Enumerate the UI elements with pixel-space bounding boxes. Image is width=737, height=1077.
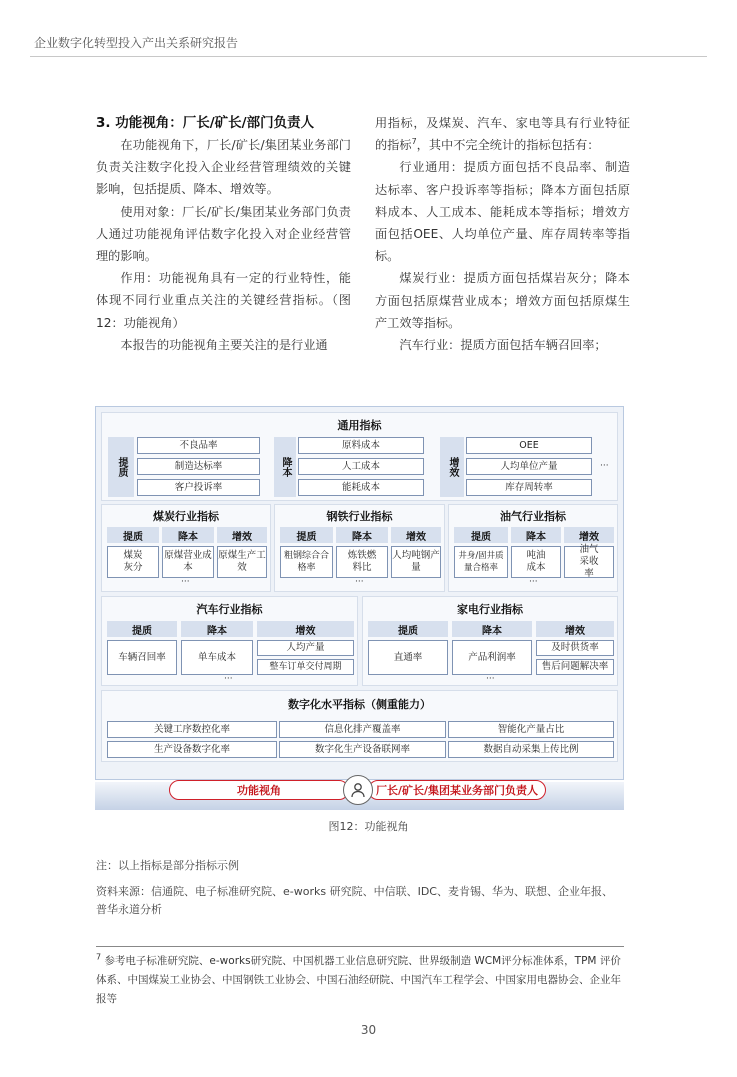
indicator-box: 直通率: [368, 640, 448, 675]
indicator-box: 井身/固井质量合格率: [454, 546, 508, 578]
section-heading: 3. 功能视角：厂长/矿长/部门负责人: [96, 115, 315, 131]
indicator-box: 粗钢综合合格率: [280, 546, 333, 578]
indicator-box: 产品利润率: [452, 640, 532, 675]
ellipsis: ···: [600, 461, 609, 471]
indicator-box: 能耗成本: [298, 479, 424, 496]
general-indicators-section: [101, 412, 618, 501]
section-title: 油气行业指标: [500, 510, 566, 523]
text-span: 用指标，及煤炭、汽车、家电等具有行业特征的指标: [375, 116, 630, 153]
header-cell: 增效: [217, 527, 267, 543]
indicator-box: 智能化产量占比: [448, 721, 614, 738]
footnote-ref[interactable]: 7: [411, 137, 417, 147]
paragraph: 在功能视角下，厂长/矿长/集团某业务部门负责关注数字化投入企业经营管理绩效的关键影响，包括提质、降本、增效等。: [96, 138, 351, 197]
paragraph: 本报告的功能视角主要关注的是行业通: [120, 337, 328, 352]
header-cell: 提质: [454, 527, 508, 543]
header-cell: 增效: [564, 527, 614, 543]
ellipsis: ···: [355, 577, 364, 587]
header-cell: 提质: [107, 621, 177, 637]
ellipsis: ···: [529, 577, 538, 587]
source-note: 资料来源：信通院、电子标准研究院、e-works 研究院、中信联、IDC、麦肯锡、华为、联想、企业年报、普华永道分析: [96, 885, 613, 916]
indicator-box: 制造达标率: [137, 458, 260, 475]
section-title: 数字化水平指标（侧重能力）: [288, 698, 431, 711]
indicator-box: 车辆召回率: [107, 640, 177, 675]
oil-indicators-section: [448, 504, 618, 592]
text-span: ，其中不完全统计的指标包括有：: [416, 138, 600, 153]
header-cell: 提质: [368, 621, 448, 637]
indicator-box: 人均吨钢产量: [391, 546, 441, 578]
header-cell: 降本: [162, 527, 214, 543]
section-title: 煤炭行业指标: [153, 510, 219, 523]
cost-label: 降本: [274, 437, 296, 497]
header-cell: 降本: [511, 527, 561, 543]
indicator-box: 及时供货率: [536, 640, 614, 656]
indicator-box: 原料成本: [298, 437, 424, 454]
indicator-box: 油气采收率: [564, 546, 614, 578]
efficiency-label: 增效: [440, 437, 464, 497]
indicator-box: 客户投诉率: [137, 479, 260, 496]
footnote-rule: [96, 946, 624, 947]
indicator-box: 信息化排产覆盖率: [279, 721, 446, 738]
section-title: 通用指标: [337, 419, 382, 432]
indicator-box: 生产设备数字化率: [107, 741, 277, 758]
indicator-box: 单车成本: [181, 640, 253, 675]
indicator-box: 原煤生产工效: [217, 546, 267, 578]
header-cell: 降本: [336, 527, 388, 543]
note: 注：以上指标是部分指标示例: [96, 859, 239, 872]
footnote: [96, 952, 626, 1009]
indicator-box: 库存周转率: [466, 479, 592, 496]
function-view-pill: 功能视角: [169, 780, 349, 800]
quality-label: 提质: [108, 437, 134, 497]
section-title: 钢铁行业指标: [326, 510, 393, 523]
paragraph: 汽车行业：提质方面包括车辆召回率；: [399, 338, 607, 353]
section-title: 汽车行业指标: [196, 603, 263, 616]
indicator-box: 数据自动采集上传比例: [448, 741, 614, 758]
indicator-box: 煤炭灰分: [107, 546, 159, 578]
header-cell: 提质: [280, 527, 333, 543]
header-cell: 降本: [181, 621, 253, 637]
paragraph: [375, 112, 630, 156]
footnote-number: 7: [96, 952, 102, 962]
header-cell: 增效: [536, 621, 614, 637]
indicator-box: 炼铁燃料比: [336, 546, 388, 578]
indicator-box: 数字化生产设备联网率: [279, 741, 446, 758]
paragraph: 作用：功能视角具有一定的行业特性，能体现不同行业重点关注的关键经营指标。（图12：功能视角）: [96, 271, 351, 330]
ellipsis: ···: [181, 577, 190, 587]
auto-indicators-section: [101, 596, 358, 686]
indicator-box: OEE: [466, 437, 592, 454]
indicator-box: 原煤营业成本: [162, 546, 214, 578]
header-cell: 增效: [257, 621, 354, 637]
paragraph: 使用对象：厂长/矿长/集团某业务部门负责人通过功能视角评估数字化投入对企业经营管理的影响。: [96, 204, 351, 264]
paragraph: 煤炭行业：提质方面包括煤岩灰分；降本方面包括原煤营业成本；增效方面包括原煤生产工效等指标。: [375, 271, 630, 330]
indicator-box: 售后问题解决率: [536, 659, 614, 675]
indicator-box: 不良品率: [137, 437, 260, 454]
role-pill: 厂长/矿长/集团某业务部门负责人: [368, 780, 546, 800]
ellipsis: ···: [224, 674, 233, 684]
header-rule: [30, 56, 707, 57]
header-cell: 提质: [107, 527, 159, 543]
digital-level-section: [101, 690, 618, 762]
figure-caption: 图12：功能视角: [328, 820, 409, 833]
indicator-box: 整车订单交付周期: [257, 659, 354, 675]
person-icon: [343, 775, 373, 805]
left-column: [96, 112, 351, 356]
header-cell: 增效: [391, 527, 441, 543]
paragraph: 行业通用：提质方面包括不良品率、制造达标率、客户投诉率等指标；降本方面包括原料成本、人工成本、能耗成本等指标；增效方面包括OEE、人均单位产量、库存周转率等指标。: [375, 160, 630, 264]
ellipsis: ···: [486, 674, 495, 684]
steel-indicators-section: [274, 504, 445, 592]
indicator-box: 关键工序数控化率: [107, 721, 277, 738]
coal-indicators-section: [101, 504, 271, 592]
indicator-box: 人工成本: [298, 458, 424, 475]
right-column: [375, 112, 630, 356]
header-cell: 降本: [452, 621, 532, 637]
running-header: 企业数字化转型投入产出关系研究报告: [34, 36, 239, 50]
page-number: 30: [360, 1023, 377, 1037]
indicator-box: 人均单位产量: [466, 458, 592, 475]
home-appliance-indicators-section: [362, 596, 618, 686]
indicator-box: 人均产量: [257, 640, 354, 656]
section-title: 家电行业指标: [457, 603, 523, 616]
indicator-box: 吨油成本: [511, 546, 561, 578]
function-view-figure: [95, 406, 624, 780]
footnote-text: 参考电子标准研究院、e-works研究院、中国机器工业信息研究院、世界级制造 WCM评分标准体系，TPM 评价体系、中国煤炭工业协会、中国钢铁工业协会、中国石油经研院、中国汽车工程学会、中国家用电器协会、企业年报等: [96, 955, 621, 1005]
